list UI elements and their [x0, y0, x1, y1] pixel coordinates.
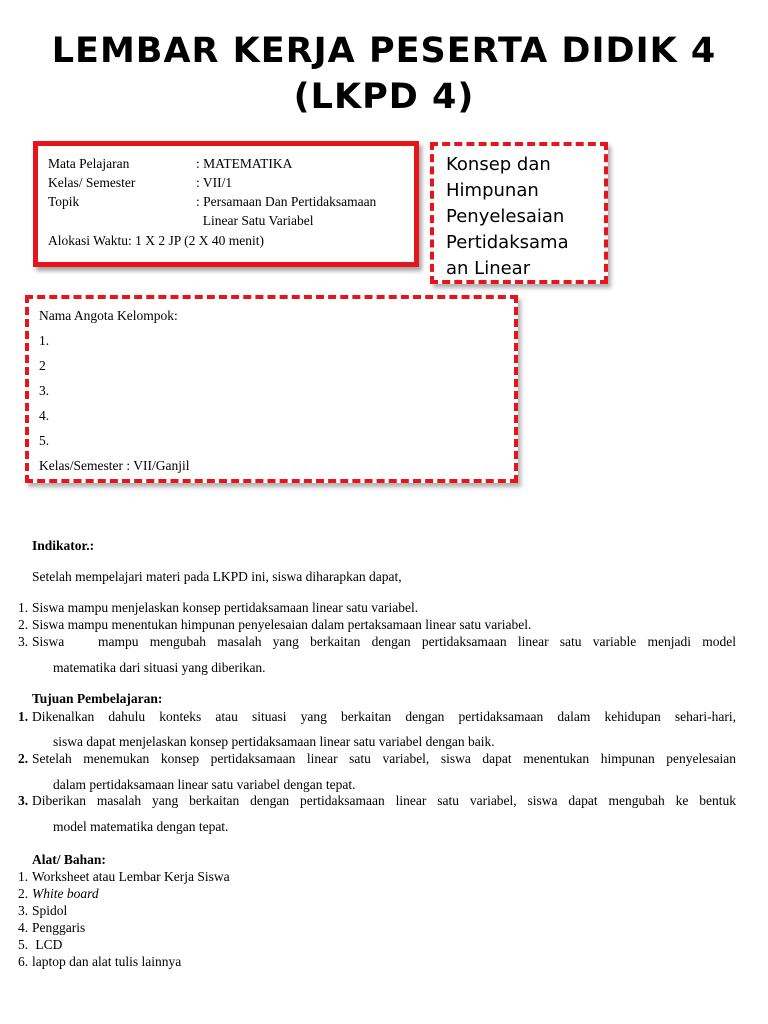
group-members-box: [25, 295, 518, 483]
info-label: Topik: [48, 194, 80, 209]
page-title: [0, 28, 768, 120]
indikator-intro: Setelah mempelajari materi pada LKPD ini, siswa diharapkan dapat,: [32, 569, 402, 584]
info-value-text: : 1 X 2 JP (2 X 40 menit): [128, 233, 265, 248]
member-line-3: 3.: [39, 383, 50, 398]
item-text-continued: dalam pertidaksamaan linear satu variabel dengan tepat.: [53, 777, 356, 792]
info-value: : Persamaan Dan Pertidaksamaan: [196, 194, 377, 209]
alat-item: [18, 919, 85, 936]
item-text: Penggaris: [32, 920, 86, 935]
member-line-1: 1.: [39, 333, 50, 348]
item-text: Worksheet atau Lembar Kerja Siswa: [32, 869, 230, 884]
item-text-continued: matematika dari situasi yang diberikan.: [53, 660, 266, 675]
item-text: Diberikan masalah yang berkaitan dengan pertidaksamaan linear satu variabel, siswa dapat mengubah ke bentuk: [32, 793, 736, 808]
group-heading: Nama Angota Kelompok:: [39, 308, 178, 323]
member-line-5: 5.: [39, 433, 50, 448]
item-text: Siswa mampu mengubah masalah yang berkaitan dengan pertidaksamaan linear satu variable menjadi model: [32, 634, 736, 649]
info-value: : MATEMATIKA: [196, 156, 293, 171]
item-number: 3.: [18, 793, 29, 808]
topic-line: Konsep dan: [446, 154, 551, 175]
indikator-heading: Indikator.:: [32, 538, 95, 553]
info-label-text: Alokasi Waktu: [48, 233, 129, 248]
item-text: LCD: [32, 937, 63, 952]
topic-line: Himpunan: [446, 180, 539, 201]
info-label: [48, 231, 264, 250]
topic-box: [430, 142, 608, 284]
member-line-2: 2: [39, 358, 46, 373]
item-number: 1.: [18, 709, 29, 724]
item-number: 1.: [18, 600, 29, 615]
topic-text: [446, 152, 596, 282]
item-text: Dikenalkan dahulu konteks atau situasi yang berkaitan dengan pertidaksamaan dalam kehidupan sehari-hari,: [32, 709, 736, 724]
item-text: Siswa mampu menjelaskan konsep pertidaksamaan linear satu variabel.: [32, 600, 419, 615]
item-text: Siswa mampu menentukan himpunan penyelesaian dalam pertaksamaan linear satu variabel.: [32, 617, 532, 632]
item-number: 2.: [18, 886, 29, 901]
member-line-4: 4.: [39, 408, 50, 423]
item-number: 3.: [18, 634, 29, 649]
item-number: 6.: [18, 954, 29, 969]
info-label: Kelas/ Semester: [48, 175, 136, 190]
item-number: 5.: [18, 937, 29, 952]
info-label: Mata Pelajaran: [48, 156, 130, 171]
alat-item: [18, 885, 99, 902]
item-number: 2.: [18, 617, 29, 632]
item-text-continued: siswa dapat menjelaskan konsep pertidaksamaan linear satu variabel dengan baik.: [53, 734, 495, 749]
title-line-2: (LKPD 4): [293, 77, 475, 117]
topic-line: Penyelesaian: [446, 206, 565, 227]
info-value: : VII/1: [196, 175, 233, 190]
info-value: Linear Satu Variabel: [196, 213, 314, 228]
item-text-continued: model matematika dengan tepat.: [53, 819, 229, 834]
alat-item: [18, 868, 230, 885]
alat-heading: Alat/ Bahan:: [32, 852, 106, 867]
item-text: White board: [32, 886, 99, 901]
alat-item: [18, 902, 67, 919]
item-number: 3.: [18, 903, 29, 918]
group-class-line: Kelas/Semester : VII/Ganjil: [39, 458, 190, 473]
subject-info-box: [33, 141, 419, 267]
title-line-1: LEMBAR KERJA PESERTA DIDIK 4: [51, 31, 717, 71]
alat-item: [18, 936, 62, 953]
item-text: Spidol: [32, 903, 68, 918]
item-number: 4.: [18, 920, 29, 935]
alat-item: [18, 953, 181, 970]
item-text: laptop dan alat tulis lainnya: [32, 954, 182, 969]
item-number: 1.: [18, 869, 29, 884]
item-number: 2.: [18, 751, 29, 766]
item-text: Setelah menemukan konsep pertidaksamaan linear satu variabel, siswa dapat menentukan himpunan penyelesaian: [32, 751, 736, 766]
tujuan-heading: Tujuan Pembelajaran:: [32, 691, 163, 706]
topic-line: Pertidaksama: [446, 232, 569, 253]
topic-line: an Linear: [446, 258, 531, 279]
